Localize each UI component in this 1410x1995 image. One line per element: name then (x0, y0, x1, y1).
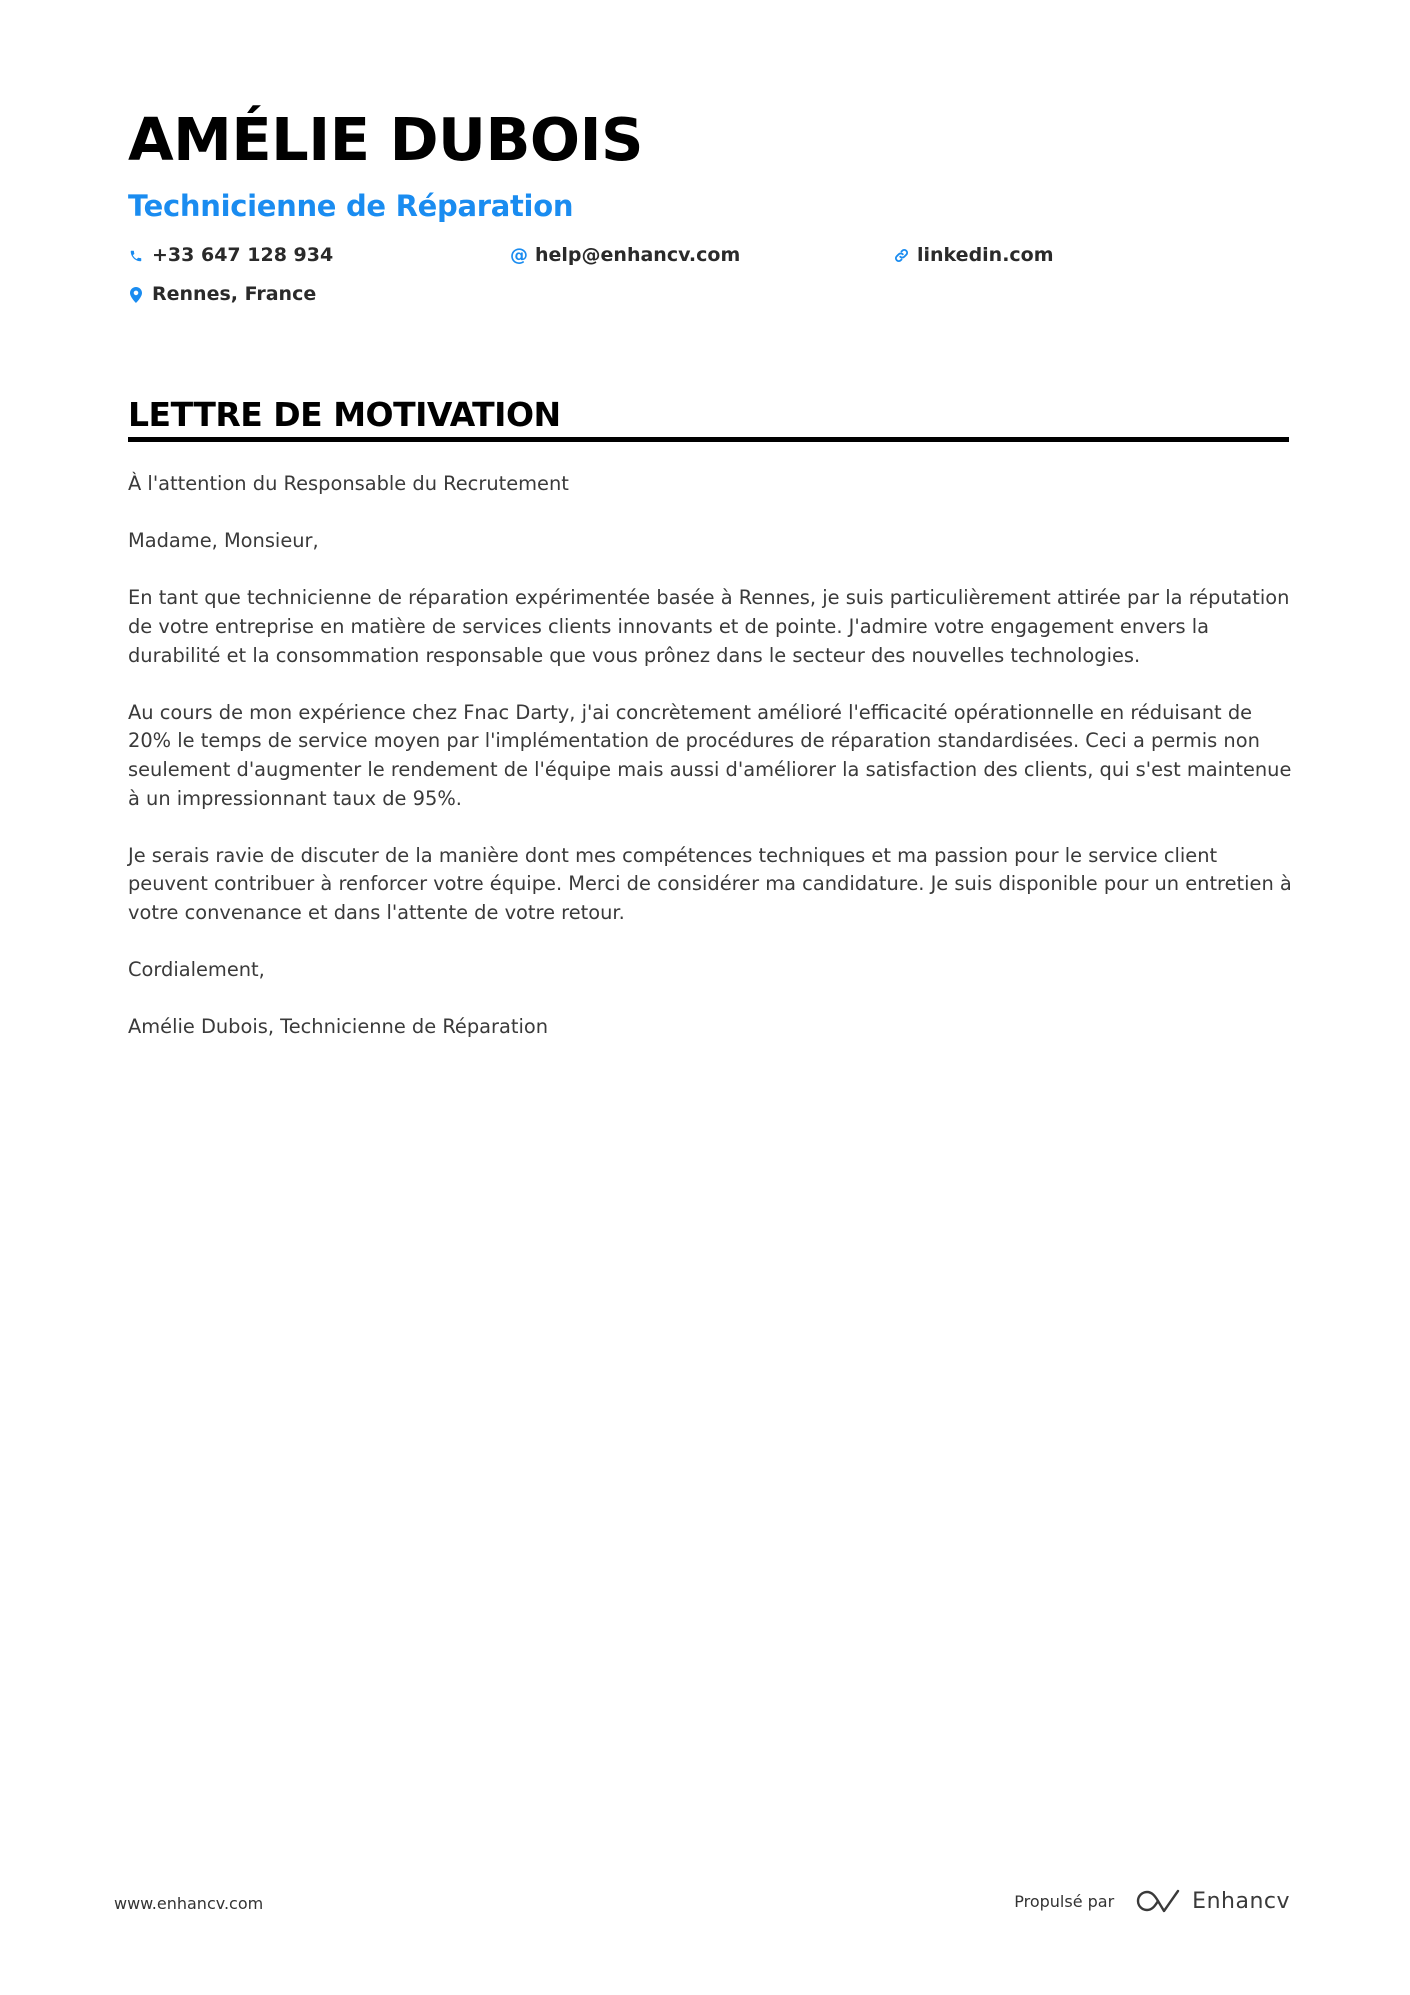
letter-paragraph: En tant que technicienne de réparation expérimentée basée à Rennes, je suis particulièrement attirée par la réputation de votre entreprise en matière de services clients innovants et de pointe. J'admire votre engagement envers la durabilité et la consommation responsable que vous prônez dans le secteur des nouvelles technologies. (128, 586, 1290, 667)
footer-website[interactable]: www.enhancv.com (114, 1894, 264, 1913)
letter-closing: Cordialement, (128, 958, 265, 982)
phone-icon (128, 247, 144, 265)
contact-email (511, 246, 740, 265)
contact-link (893, 246, 1054, 265)
job-title: Technicienne de Réparation (128, 189, 574, 223)
footer-branding[interactable] (1014, 1888, 1290, 1914)
contact-email-text[interactable]: help@enhancv.com (535, 244, 741, 266)
letter-paragraph: Au cours de mon expérience chez Fnac Darty, j'ai concrètement amélioré l'efficacité opérationnelle en réduisant de 20% le temps de service moyen par l'implémentation de procédures de réparation standardisées. Ceci a permis non seulement d'augmenter le rendement de l'équipe mais aussi d'améliorer la satisfaction des clients, qui s'est maintenue à un impressionnant taux de 95%. (128, 700, 1292, 810)
letter-recipient: À l'attention du Responsable du Recrutement (128, 472, 569, 495)
contact-phone-text: +33 647 128 934 (152, 244, 334, 266)
contact-phone (128, 246, 333, 265)
link-icon (893, 247, 909, 265)
powered-by-label: Propulsé par (1014, 1891, 1115, 1911)
enhancv-logo-icon (1136, 1888, 1192, 1914)
letter-greeting: Madame, Monsieur, (128, 529, 319, 553)
brand-name: Enhancv (1192, 1888, 1290, 1914)
contact-location (128, 285, 316, 304)
map-pin-icon (128, 286, 144, 304)
letter-paragraph: Je serais ravie de discuter de la manière dont mes compétences techniques et ma passion pour le service client peuvent contribuer à renforcer votre équipe. Merci de considérer ma candidature. Je suis disponible pour un entretien à votre convenance et dans l'attente de votre retour. (128, 843, 1292, 924)
contact-location-text: Rennes, France (152, 283, 317, 305)
contact-link-text[interactable]: linkedin.com (917, 244, 1054, 266)
candidate-name: AMÉLIE DUBOIS (128, 105, 644, 174)
section-title: LETTRE DE MOTIVATION (128, 395, 561, 434)
at-sign-icon: @ (510, 244, 528, 266)
letter-body (128, 470, 1293, 1070)
section-divider (128, 437, 1289, 442)
letter-signature: Amélie Dubois, Technicienne de Réparation (128, 1015, 549, 1039)
